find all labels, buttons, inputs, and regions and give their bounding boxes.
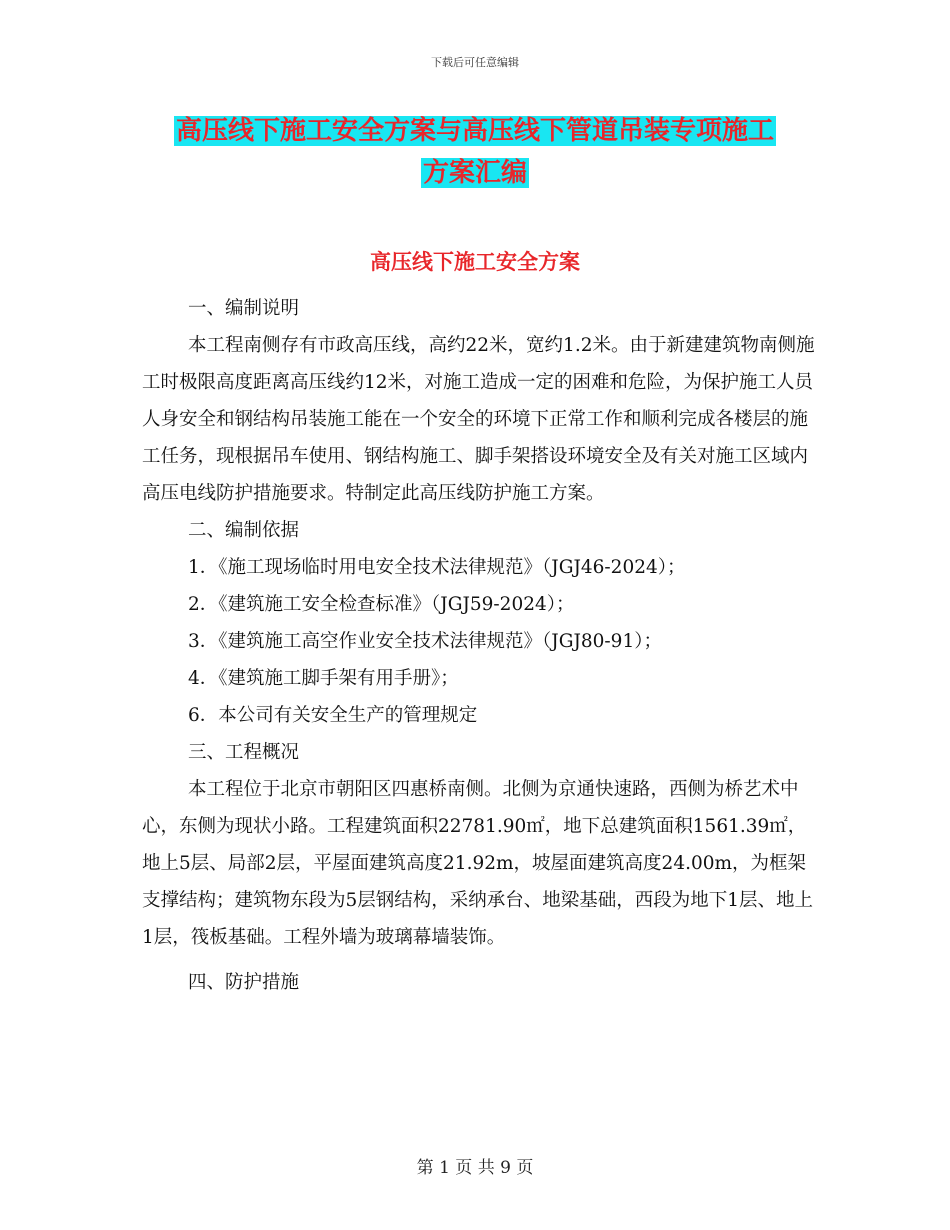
reference-item: 3．《建筑施工高空作业安全技术法律规范》（JGJ80-91）； [188,631,662,652]
page-footer: 第 1 页 共 9 页 [416,1158,534,1178]
section-title: 高压线下施工安全方案 [370,250,580,274]
document-title [0,110,950,194]
section-paragraph-3: 本工程位于北京市朝阳区四惠桥南侧。北侧为京通快速路，西侧为桥艺术中心，东侧为现状小路。工程建筑面积22781.90㎡，地下总建筑面积1561.39㎡，地上5层、局部2层，平屋面建筑高度21.92m，坡屋面建筑高度24.00m，为框架支撑结构；建筑物东段为5层钢结构，采纳承台、地梁基础，西段为地下1层、地上1层，筏板基础。工程外墙为玻璃幕墙装饰。 [142,779,814,948]
reference-item: 2．《建筑施工安全检查标准》（JGJ59-2024）； [188,594,575,615]
section-heading-1: 一、编制说明 [188,298,300,319]
document-body [142,290,822,1001]
document-title-line-2: 方案汇编 [422,158,527,188]
reference-item: 6．本公司有关安全生产的管理规定 [188,705,478,726]
section-heading-3: 三、工程概况 [188,742,300,763]
reference-item: 4．《建筑施工脚手架有用手册》； [188,668,459,689]
section-paragraph-1: 本工程南侧存有市政高压线，高约22米，宽约1.2米。由于新建建筑物南侧施工时极限高度距离高压线约12米，对施工造成一定的困难和危险，为保护施工人员人身安全和钢结构吊装施工能在一个安全的环境下正常工作和顺利完成各楼层的施工任务，现根据吊车使用、钢结构施工、脚手架搭设环境安全及有关对施工区域内高压电线防护措施要求。特制定此高压线防护施工方案。 [142,335,815,504]
section-heading-4: 四、防护措施 [188,972,300,993]
document-title-line-1: 高压线下施工安全方案与高压线下管道吊装专项施工 [175,116,774,146]
section-heading-2: 二、编制依据 [188,520,300,541]
reference-item: 1．《施工现场临时用电安全技术法律规范》（JGJ46-2024）； [188,557,686,578]
page-header-note: 下载后可任意编辑 [431,56,519,69]
